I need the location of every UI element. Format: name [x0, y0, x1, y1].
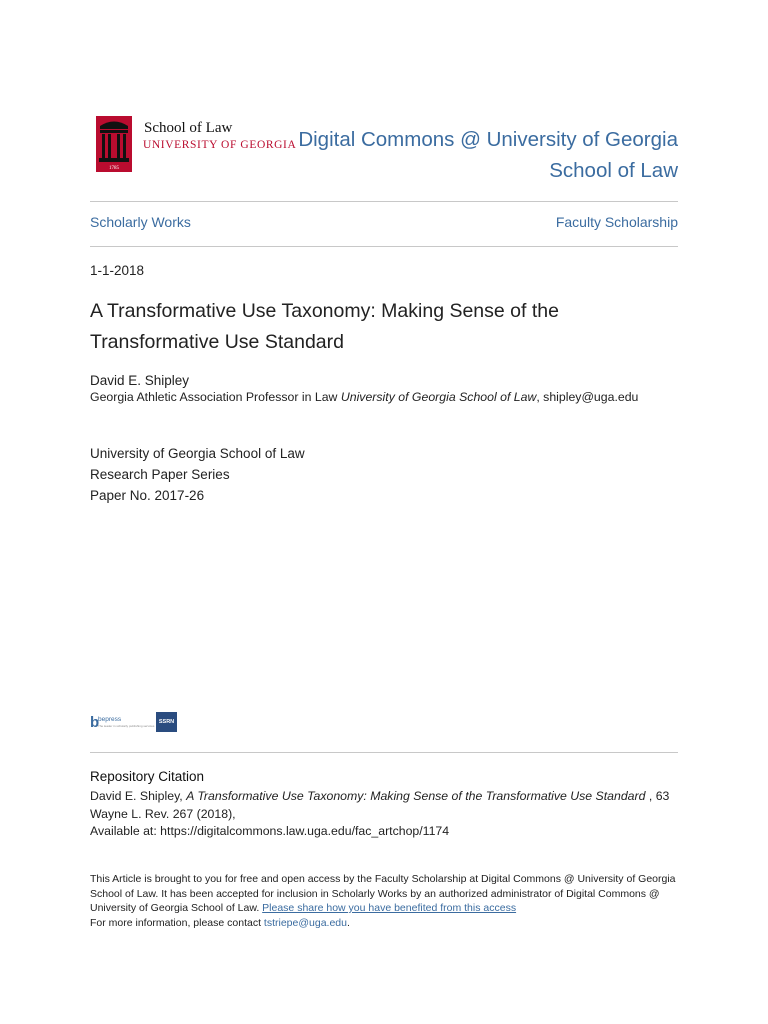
site-title[interactable] [278, 124, 678, 186]
header-divider [90, 201, 678, 202]
contact-period: . [346, 916, 350, 929]
notice-text: This Article is brought to you for free and open access by the Faculty Scholarship at Digital Commons @ University of Georgia School of Law. It has been accepted for inclusion in Scholarly Works by an authorized administrator of Digital Commons @ University of Georgia School of Law. [90, 873, 676, 914]
article-title [90, 296, 678, 358]
article-title-line1: A Transformative Use Taxonomy: Making Sense of the [90, 300, 559, 322]
publisher-logos [90, 712, 182, 734]
series-line2: Research Paper Series [90, 467, 230, 482]
affiliation-institution: University of Georgia School of Law [340, 390, 537, 404]
citation-details: , 63 Wayne L. Rev. 267 (2018), [90, 789, 670, 821]
site-title-line1[interactable]: Digital Commons @ University of Georgia [298, 128, 678, 151]
citation-divider [90, 752, 678, 753]
access-notice [90, 872, 680, 930]
series-line3: Paper No. 2017-26 [90, 488, 205, 503]
share-benefit-link[interactable]: Please share how you have benefited from this access [262, 902, 517, 914]
nav-link-faculty-scholarship[interactable]: Faculty Scholarship [555, 214, 678, 230]
series-line1: University of Georgia School of Law [90, 446, 305, 461]
repository-citation [90, 788, 680, 841]
affiliation-prefix: Georgia Athletic Association Professor in Law [90, 390, 341, 404]
repository-citation-label: Repository Citation [90, 769, 205, 784]
logo-year: 1785 [109, 166, 119, 171]
citation-title: A Transformative Use Taxonomy: Making Sense of the Transformative Use Standard [186, 789, 646, 803]
site-title-line2[interactable]: School of Law [549, 159, 678, 182]
nav-link-scholarly-works[interactable]: Scholarly Works [90, 214, 191, 230]
contact-text: For more information, please contact [90, 916, 264, 929]
paper-series [90, 443, 305, 506]
contact-email-link[interactable]: tstriepe@uga.edu [263, 916, 347, 929]
uga-law-logo[interactable] [90, 112, 298, 178]
nav-divider [90, 246, 678, 247]
uga-arch-icon [96, 116, 132, 172]
publication-date: 1-1-2018 [90, 263, 145, 278]
bepress-logo-tagline: The leader in scholarly publishing services [98, 724, 155, 728]
citation-author: David E. Shipley, [90, 789, 187, 803]
citation-available[interactable]: Available at: https://digitalcommons.law.uga.edu/fac_artchop/1174 [90, 824, 450, 838]
logo-school-text: School of Law [144, 120, 233, 136]
logo-university-text: UNIVERSITY OF GEORGIA [143, 139, 297, 151]
author-affiliation [90, 390, 638, 404]
bepress-logo-mark: b [90, 714, 100, 731]
affiliation-email: , shipley@uga.edu [536, 390, 639, 404]
article-title-line2: Transformative Use Standard [90, 331, 344, 353]
ssrn-logo[interactable]: SSRN [156, 712, 177, 732]
bepress-logo-name[interactable]: bepress [98, 716, 122, 723]
author-name: David E. Shipley [90, 373, 190, 388]
